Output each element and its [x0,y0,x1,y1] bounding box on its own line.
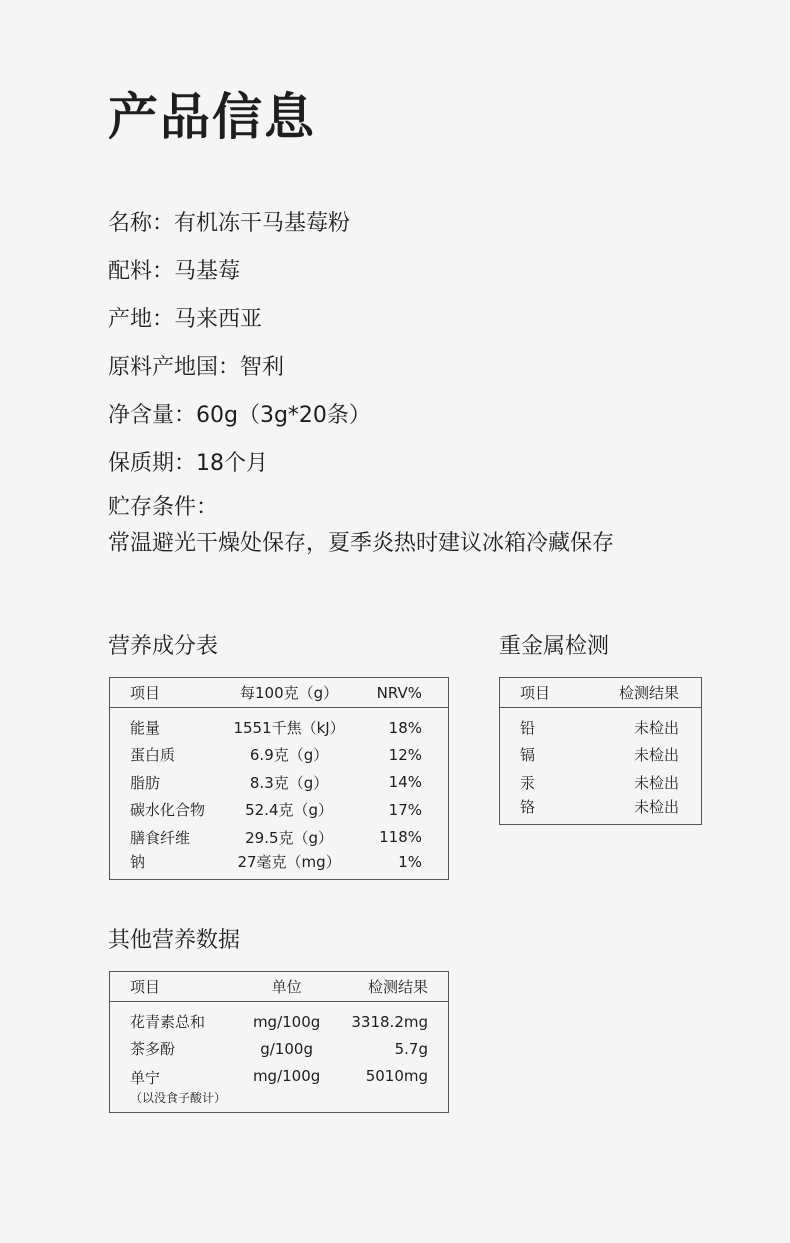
storage-value: 常温避光干燥处保存，夏季炎热时建议冰箱冷藏保存 [108,531,615,556]
cell: 5010mg [365,1066,428,1085]
cell: 14% [388,773,422,792]
cell: 1% [398,852,422,871]
table-row [110,796,448,824]
column-header: 检测结果 [338,972,448,1002]
column-header: 单位 [235,972,339,1002]
cell: 18% [388,718,422,737]
info-value: 马基莓 [174,259,241,284]
cell: 12% [388,745,422,764]
cell: 118% [379,828,422,847]
cell: 6.9克（g） [249,746,329,765]
info-raw-origin [108,344,371,392]
tannin-label: 单宁 [130,1068,161,1087]
heavy-metals-table [499,677,702,825]
nutrition-table [109,677,449,880]
cell [110,1063,235,1112]
info-label: 原料产地国： [108,355,241,380]
cell: 17% [388,800,422,819]
info-name [108,200,371,248]
cell: 镉 [520,746,536,765]
table-row [500,796,701,824]
info-label: 名称： [108,211,175,236]
column-header: NRV% [359,678,448,708]
cell: mg/100g [252,1012,321,1031]
info-label: 净含量： [108,403,197,428]
table-row [500,769,701,797]
cell: 茶多酚 [130,1040,176,1059]
tannin-note: （以没食子酸计） [130,1090,227,1105]
product-info-list [108,200,371,488]
cell: 铬 [520,798,536,817]
cell: 未检出 [633,746,679,765]
cell: 铅 [520,719,536,737]
table-row [110,741,448,769]
info-origin [108,296,371,344]
cell: g/100g [260,1039,313,1058]
table-header-row [500,678,701,708]
table-header-row [110,678,448,708]
info-value: 智利 [240,355,285,380]
cell: 3318.2mg [351,1012,428,1031]
cell: 钠 [130,853,146,872]
storage-conditions [108,490,614,562]
table-row [110,851,448,879]
cell: 花青素总和 [130,1013,206,1031]
cell: 蛋白质 [130,746,176,765]
info-value: 60g（3g*20条） [196,403,371,428]
info-value: 马来西亚 [174,307,263,332]
cell: 1551千焦（kJ） [233,719,345,737]
table-row [110,1035,448,1063]
storage-label: 贮存条件： [108,495,219,520]
cell: 8.3克（g） [249,773,329,792]
cell: 52.4克（g） [245,801,334,820]
column-header: 每100克（g） [220,678,359,708]
info-label: 配料： [108,259,175,284]
table-row [110,824,448,852]
cell: mg/100g [252,1066,321,1085]
cell: 未检出 [633,773,679,792]
cell: 能量 [130,719,161,737]
cell: 汞 [520,773,536,792]
other-nutrition-title: 其他营养数据 [108,928,241,953]
table-row [110,769,448,797]
column-header: 项目 [500,678,594,708]
info-net-content [108,392,371,440]
info-label: 产地： [108,307,175,332]
info-shelf-life [108,440,371,488]
heavy-metals-title: 重金属检测 [499,634,610,659]
info-label: 保质期： [108,451,197,476]
info-value: 18个月 [196,451,269,476]
cell: 碳水化合物 [130,801,206,820]
cell: 脂肪 [130,773,161,792]
table-row [110,1002,448,1035]
cell: 29.5克（g） [245,828,334,847]
table-row [500,708,701,741]
cell: 27毫克（mg） [237,853,341,872]
table-header-row [110,972,448,1002]
cell: 未检出 [633,798,679,817]
table-row [500,741,701,769]
column-header: 检测结果 [594,678,701,708]
info-ingredients [108,248,371,296]
cell: 膳食纤维 [130,828,191,847]
page-title: 产品信息 [108,88,316,146]
info-value: 有机冻干马基莓粉 [174,211,351,236]
other-nutrition-table [109,971,449,1113]
nutrition-title: 营养成分表 [108,634,219,659]
column-header: 项目 [110,972,235,1002]
table-row [110,1063,448,1112]
table-row [110,708,448,741]
cell: 未检出 [633,719,679,737]
cell: 5.7g [394,1039,428,1058]
column-header: 项目 [110,678,220,708]
